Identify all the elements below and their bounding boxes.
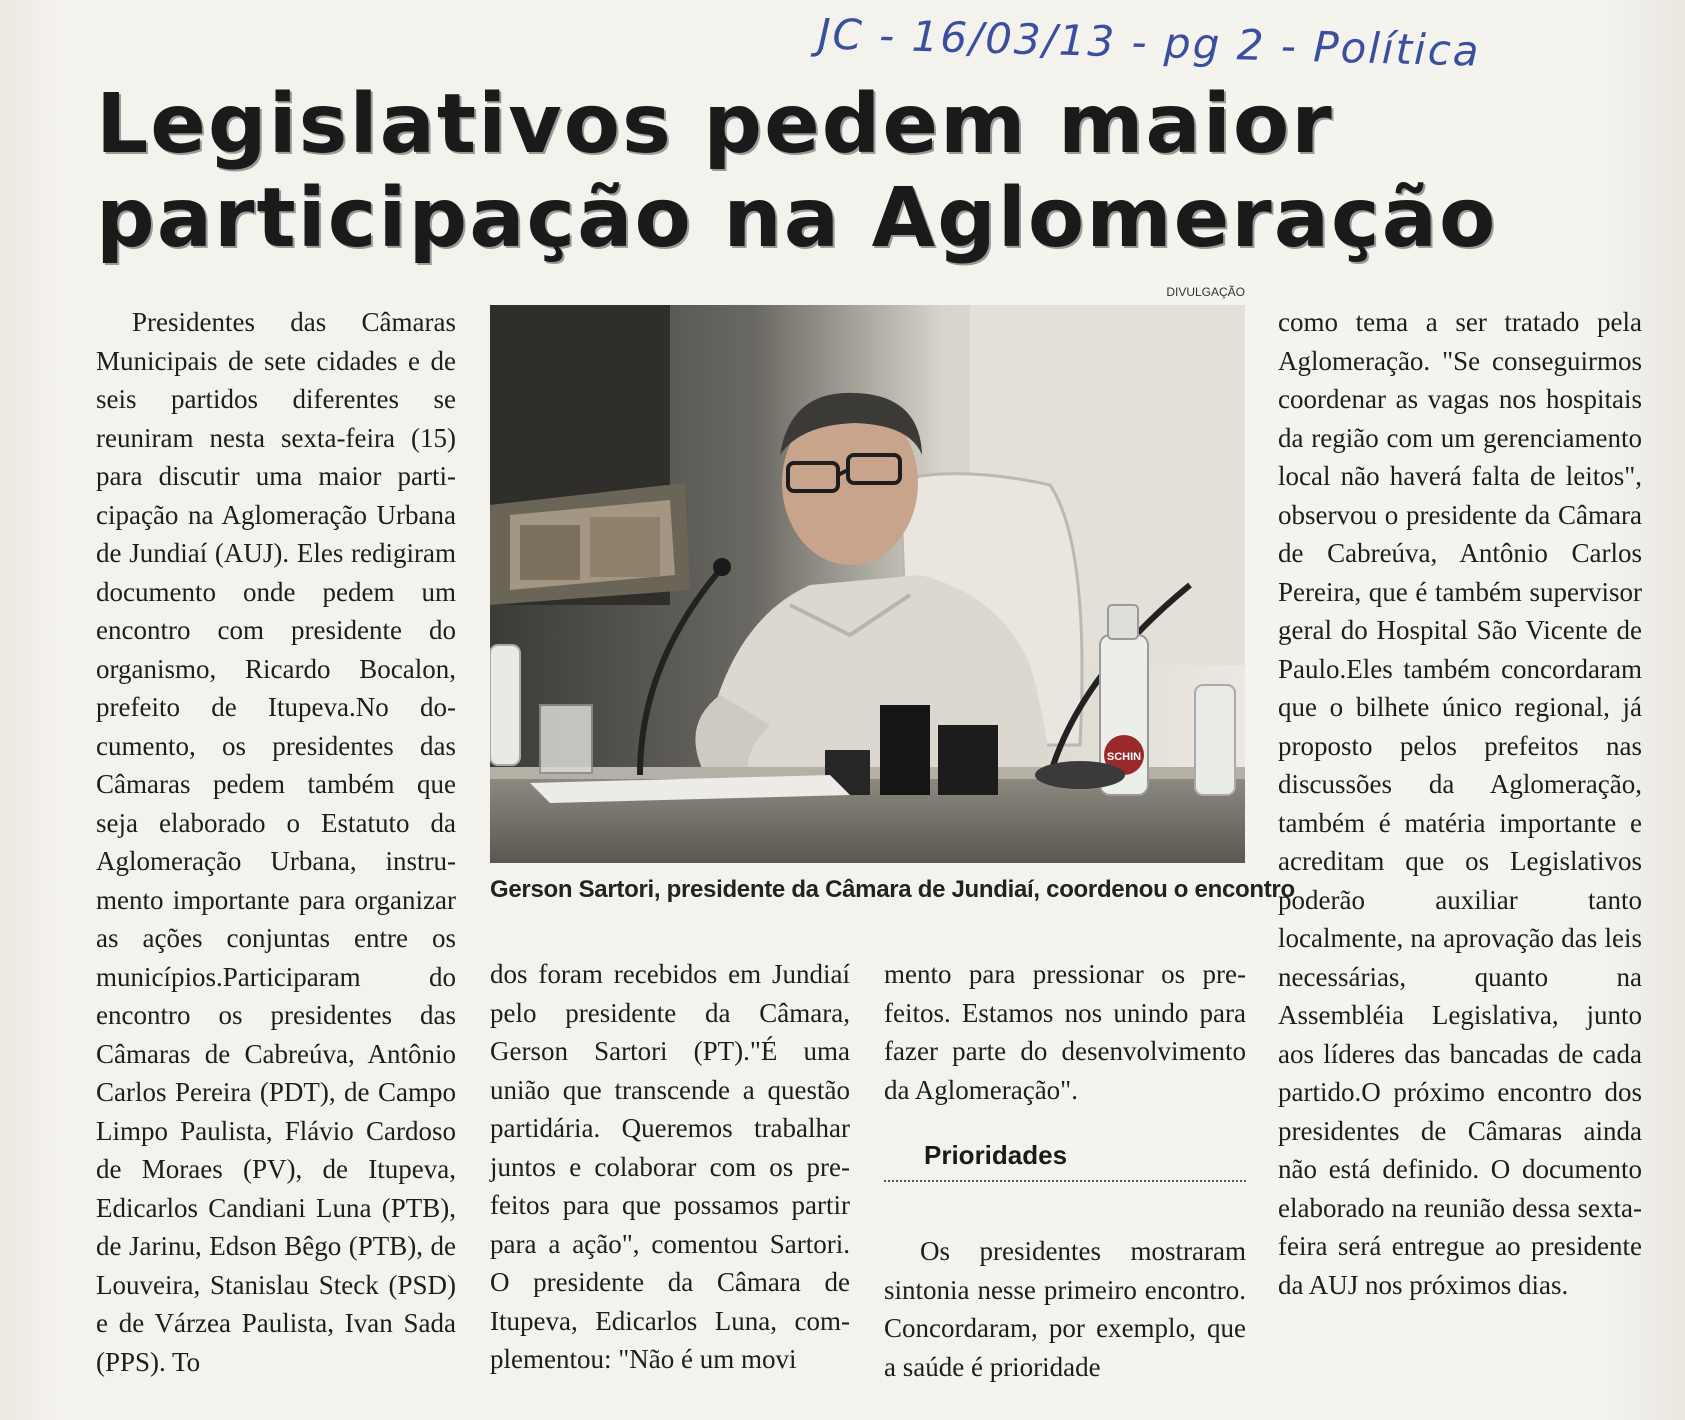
article-column-1: Presidentes das Câmaras Municipais de sete cidades e de seis partidos diferentes se reuniram nesta sexta-feira (15) para discutir uma maior participação na Aglomeração Urbana de Jundiaí (AUJ). Eles redigiram documento onde pedem um encontro com presidente do organismo, Ricardo Bocalon, prefeito de Itupeva.No documento, os presidentes das Câmaras pedem também que seja elaborado o Estatuto da Aglomeração Urbana, instrumento importante para organizar as ações conjuntas entre os municípios.Participaram do encontro os presidentes das Câmaras de Cabreúva, Antônio Carlos Pereira (PDT), de Campo Limpo Paulista, Flávio Cardoso de Moraes (PV), de Itupeva, Edicarlos Candiani Luna (PTB), de Jarinu, Edson Bêgo (PTB), de Louveira, Stanislau Steck (PSD) e de Várzea Paulista, Ivan Sada (PPS). To (96, 307, 456, 1377)
photo-credit: DIVULGAÇÃO (1166, 285, 1245, 299)
photo-illustration (490, 305, 1245, 863)
article-column-2: dos foram recebidos em Jundiaí pelo presidente da Câmara, Gerson Sartori (PT)."É uma união que transcende a questão partidária. Queremos trabalhar juntos e colaborar com os prefeitos para que possamos partir para a ação", comentou Sartori. O presidente da Câmara de Itupeva, Edicarlos Luna, complementou: "Não é um movi (490, 959, 850, 1374)
article-column-3: mento para pressionar os prefeitos. Estamos nos unindo para fazer parte do desenvolvimento da Aglomeração". (884, 959, 1246, 1105)
headline: Legislativos pedem maior participação na Aglomeração (96, 77, 1498, 266)
handwritten-annotation: JC - 16/03/13 - pg 2 - Política (817, 9, 1482, 76)
bottle-label: SCHIN (1106, 751, 1142, 763)
subheading-prioridades: Prioridades (924, 1140, 1068, 1170)
article-photo (490, 305, 1245, 863)
article-column-4: como tema a ser tratado pela Aglomeração. "Se conseguirmos coordenar as vagas nos hospitais da região com um gerenciamento local não haverá falta de leitos", observou o presidente da Câmara de Cabreúva, Antônio Carlos Pereira, que é também supervisor geral do Hospital São Vicente de Paulo.Eles também concordaram que o bilhete único regional, já proposto pelos prefeitos nas discussões da Aglomeração, também é matéria importante e acreditam que os Legislativos poderão auxiliar tanto localmente, na aprovação das leis necessárias, quanto na Assembléia Legislativa, junto aos líderes das bancadas de cada partido.O próximo encontro dos presidentes de Câmaras ainda não está definido. O documento elaborado na reunião dessa sexta-feira será entregue ao presidente da AUJ nos próximos dias. (1278, 307, 1642, 1300)
article-column-3-continued: Os presidentes mostraram sintonia nesse primeiro encontro. Concordaram, por exemplo, que a saúde é prioridade (884, 1236, 1246, 1382)
photo-caption: Gerson Sartori, presidente da Câmara de Jundiaí, coordenou o encontro (490, 876, 1295, 903)
subheading-divider (884, 1180, 1246, 1182)
